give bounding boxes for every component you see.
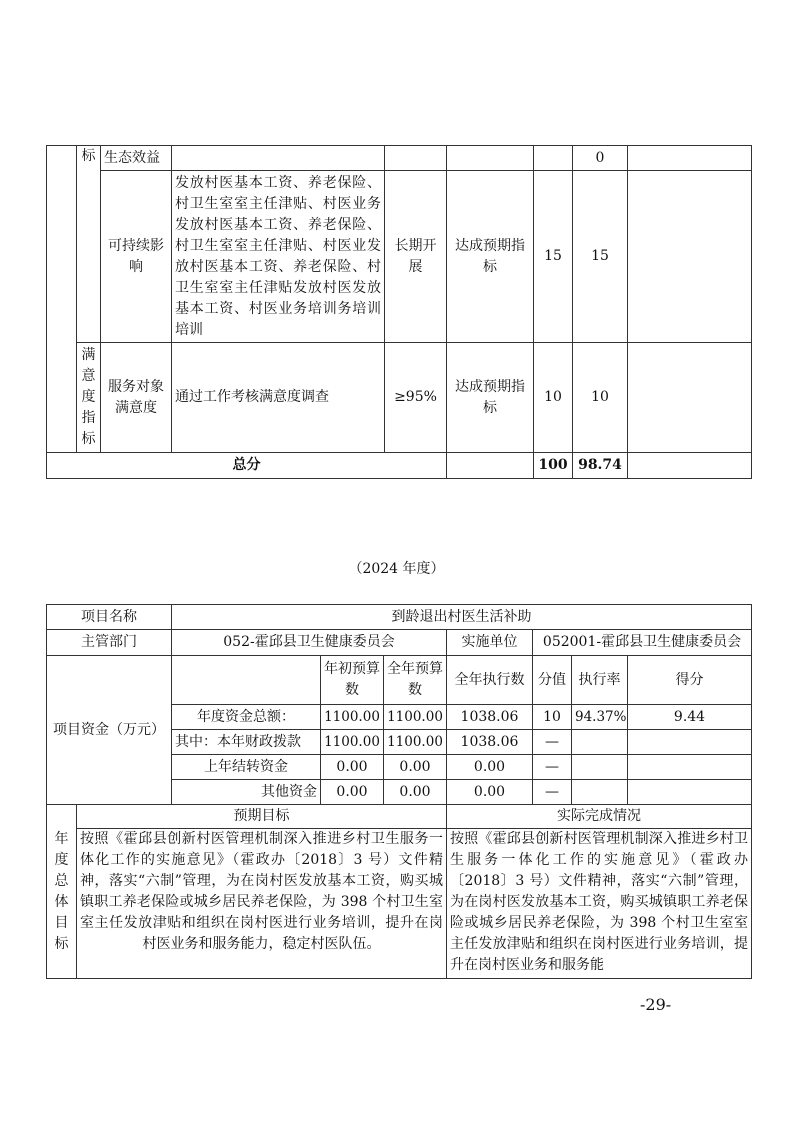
fund-initial: 0.00 (321, 755, 384, 780)
project-budget-table (46, 604, 752, 979)
header-blank (172, 656, 321, 705)
goal-char: 度 (54, 851, 69, 868)
dimension-satisfaction-cell (77, 343, 101, 453)
fund-weight: 10 (533, 705, 572, 730)
fund-label: 项目资金（万元） (47, 656, 172, 805)
table-row-eco-benefit (47, 146, 752, 171)
content-cell (172, 146, 385, 171)
header-annual: 全年预算数 (384, 656, 447, 705)
row-project-name (47, 605, 752, 630)
score-cell: 15 (573, 171, 628, 343)
fund-rate: 94.37% (572, 705, 628, 730)
table-row-satisfaction (47, 343, 752, 453)
page-number: -29- (640, 995, 672, 1014)
content-cell: 发放村医基本工资、养老保险、村卫生室室主任津贴、村医业务发放村医基本工资、养老保险、村卫生室室主任津贴、村医业发放村医基本工资、养老保险、村卫生室室主任津贴发放村医发放基本工资、村医业务培训务培训培训 (172, 171, 385, 343)
expected-goal-header: 预期目标 (77, 805, 447, 829)
weight-cell (534, 146, 573, 171)
fund-row-label: 其中：本年财政拨款 (172, 730, 321, 755)
note-cell (628, 171, 752, 343)
project-name-value: 到龄退出村医生活补助 (172, 605, 752, 630)
fund-row-label: 其他资金 (172, 780, 321, 805)
fund-executed: 1038.06 (447, 730, 533, 755)
header-score: 得分 (628, 656, 752, 705)
year-caption: （2024 年度） (348, 561, 445, 577)
total-score: 98.74 (573, 453, 628, 479)
note-cell (628, 343, 752, 453)
actual-cell: 达成预期指标 (447, 343, 534, 453)
fund-initial: 0.00 (321, 780, 384, 805)
note-cell (628, 146, 752, 171)
header-initial: 年初预算数 (321, 656, 384, 705)
dimension-cell-blank (47, 146, 77, 453)
fund-annual: 1100.00 (384, 730, 447, 755)
header-executed: 全年执行数 (447, 656, 533, 705)
fund-score: 9.44 (628, 705, 752, 730)
fund-rate (572, 780, 628, 805)
dim-char: 意 (81, 368, 96, 384)
expected-goal-text: 按照《霍邱县创新村医管理机制深入推进乡村卫生服务一体化工作的实施意见》（霍政办〔2018〕3 号）文件精神，落实“六制”管理，为在岗村医发放基本工资，购买城镇职工养老保险或城乡居民养老保险，为 398 个村卫生室室主任发放津贴和组织在岗村医进行业务培训，提升在岗村医业务和服务能力，稳定村医队伍。 (77, 829, 447, 979)
content-cell: 通过工作考核满意度调查 (172, 343, 385, 453)
impl-value: 052001-霍邱县卫生健康委员会 (533, 630, 752, 656)
performance-indicator-table (46, 145, 752, 479)
dim-char: 满 (81, 347, 96, 363)
total-note (628, 453, 752, 479)
goal-char: 年 (54, 830, 69, 847)
actual-completion-text: 按照《霍邱县创新村医管理机制深入推进乡村卫生服务一体化工作的实施意见》（霍政办〔2018〕3 号）文件精神，落实“六制”管理，为在岗村医发放基本工资，购买城镇职工养老保险或城乡居民养老保险，为 398 个村卫生室室主任发放津贴和组织在岗村医进行业务培训，提升在岗村医业务和服务能 (447, 829, 752, 979)
score-cell: 10 (573, 343, 628, 453)
fund-weight: — (533, 780, 572, 805)
fund-executed: 1038.06 (447, 705, 533, 730)
actual-completion-header: 实际完成情况 (447, 805, 752, 829)
fund-initial: 1100.00 (321, 730, 384, 755)
indicator-satisfaction: 服务对象满意度 (101, 343, 172, 453)
impl-label: 实施单位 (447, 630, 533, 656)
row-goal-headers (47, 805, 752, 829)
target-cell (385, 146, 447, 171)
header-weight: 分值 (533, 656, 572, 705)
dimension-char-cell: 标 (77, 146, 101, 343)
fund-annual: 1100.00 (384, 705, 447, 730)
dept-value: 052-霍邱县卫生健康委员会 (172, 630, 447, 656)
dept-label: 主管部门 (47, 630, 172, 656)
project-name-label: 项目名称 (47, 605, 172, 630)
dim-char: 度 (81, 389, 96, 405)
annual-goal-label (47, 805, 77, 979)
total-blank (447, 453, 534, 479)
total-weight: 100 (534, 453, 573, 479)
total-label: 总分 (47, 453, 447, 479)
row-fund-headers (47, 656, 752, 705)
fund-executed: 0.00 (447, 755, 533, 780)
row-goal-content (47, 829, 752, 979)
fund-score (628, 755, 752, 780)
actual-cell (447, 146, 534, 171)
weight-cell: 15 (534, 171, 573, 343)
header-rate: 执行率 (572, 656, 628, 705)
dim-char: 标 (81, 431, 96, 447)
fund-weight: — (533, 730, 572, 755)
indicator-sustainable-impact: 可持续影响 (101, 171, 172, 343)
fund-row-label: 年度资金总额： (172, 705, 321, 730)
goal-char: 标 (54, 935, 69, 952)
fund-row-label: 上年结转资金 (172, 755, 321, 780)
actual-cell: 达成预期指标 (447, 171, 534, 343)
goal-char: 目 (54, 914, 69, 931)
goal-char: 体 (54, 893, 69, 910)
score-cell: 0 (573, 146, 628, 171)
indicator-eco-benefit: 生态效益 (101, 146, 172, 171)
fund-executed: 0.00 (447, 780, 533, 805)
fund-rate (572, 730, 628, 755)
goal-char: 总 (54, 872, 69, 889)
fund-score (628, 730, 752, 755)
fund-annual: 0.00 (384, 755, 447, 780)
target-cell: ≥95% (385, 343, 447, 453)
dim-char: 指 (81, 410, 96, 426)
row-department (47, 630, 752, 656)
fund-rate (572, 755, 628, 780)
target-cell: 长期开展 (385, 171, 447, 343)
fund-score (628, 780, 752, 805)
fund-initial: 1100.00 (321, 705, 384, 730)
weight-cell: 10 (534, 343, 573, 453)
table-row-sustainable-impact (47, 171, 752, 343)
fund-annual: 0.00 (384, 780, 447, 805)
table-row-total (47, 453, 752, 479)
fund-weight: — (533, 755, 572, 780)
